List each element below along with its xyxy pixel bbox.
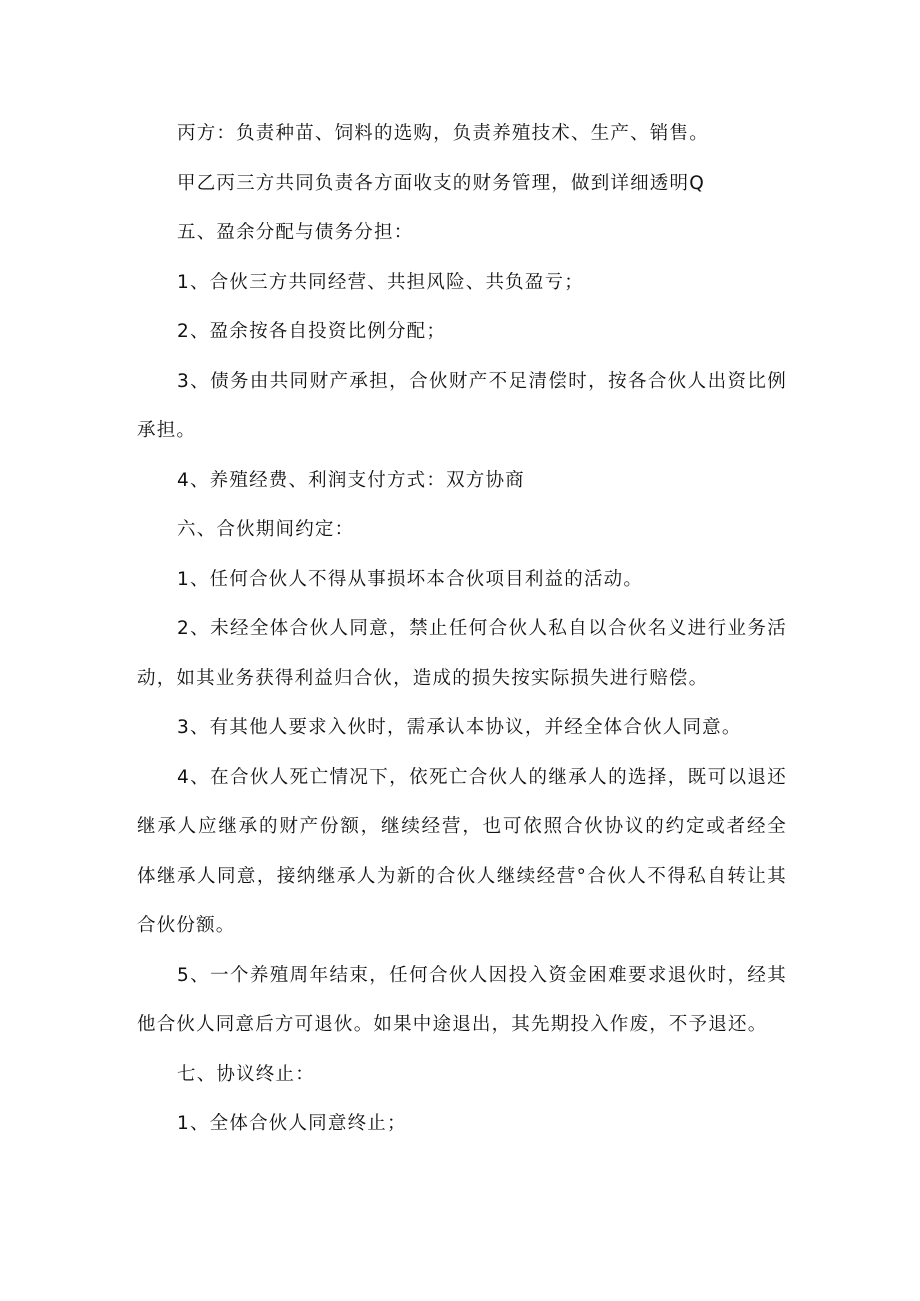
heading-partnership-terms: 六、合伙期间约定： [177, 519, 355, 540]
heading-profit-debt: 五、盈余分配与债务分担： [177, 222, 414, 243]
paragraph-terms-1: 1、任何合伙人不得从事损坏本合伙项目利益的活动。 [177, 568, 644, 590]
paragraph-profit-3: 3、债务由共同财产承担，合伙财产不足清偿时，按各合伙人出资比例承担。 [137, 370, 787, 441]
paragraph-profit-1: 1、合伙三方共同经营、共担风险、共负盈亏； [177, 271, 584, 293]
paragraph-party-c-duties: 丙方：负责种苗、饲料的选购，负责养殖技术、生产、销售。 [177, 123, 709, 144]
paragraph-terms-4: 4、在合伙人死亡情况下，依死亡合伙人的继承人的选择，既可以退还继承人应继承的财产份额，继续经营，也可依照合伙协议的约定或者经全体继承人同意，接纳继承人为新的合伙人继续经营°合伙人不得私自转让其合伙份额。 [137, 766, 787, 936]
paragraph-profit-4: 4、养殖经费、利润支付方式：双方协商 [177, 469, 525, 491]
paragraph-terms-2: 2、未经全体合伙人同意，禁止任何合伙人私自以合伙名义进行业务活动，如其业务获得利益归合伙，造成的损失按实际损失进行赔偿。 [137, 618, 787, 689]
document-body [137, 109, 787, 1149]
heading-termination: 七、协议终止： [177, 1063, 315, 1085]
paragraph-termination-1: 1、全体合伙人同意终止； [177, 1113, 407, 1134]
paragraph-terms-3: 3、有其他人要求入伙时，需承认本协议，并经全体合伙人同意。 [177, 717, 742, 738]
paragraph-terms-5: 5、一个养殖周年结束，任何合伙人因投入资金困难要求退伙时，经其他合伙人同意后方可退伙。如果中途退出，其先期投入作废，不予退还。 [137, 964, 787, 1035]
paragraph-financial-management: 甲乙丙三方共同负责各方面收支的财务管理，做到详细透明Q [177, 172, 705, 194]
paragraph-profit-2: 2、盈余按各自投资比例分配； [177, 321, 447, 342]
